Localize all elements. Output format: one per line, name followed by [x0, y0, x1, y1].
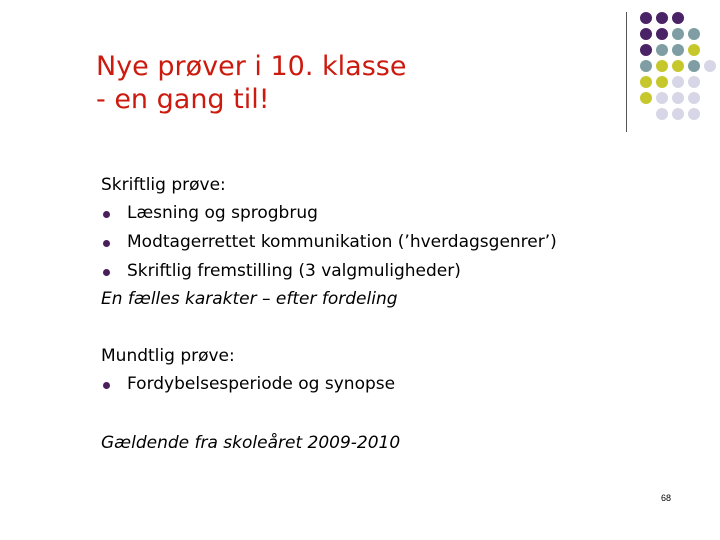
decorative-dot: [672, 44, 684, 56]
decorative-dot: [640, 28, 652, 40]
title-line-1: Nye prøver i 10. klasse: [96, 51, 407, 82]
decorative-dot: [672, 12, 684, 24]
decorative-dot: [656, 76, 668, 88]
decorative-dot: [672, 76, 684, 88]
list-item-text: Læsning og sprogbrug: [127, 203, 318, 223]
oral-exam-heading: Mundtlig prøve:: [101, 346, 235, 366]
decorative-dot: [640, 60, 652, 72]
decorative-dot: [640, 12, 652, 24]
decorative-dot: [656, 108, 668, 120]
decorative-dot: [688, 76, 700, 88]
decorative-dot: [640, 44, 652, 56]
written-exam-heading: Skriftlig prøve:: [101, 175, 226, 195]
bullet-icon: [103, 382, 110, 389]
decorative-dot: [656, 44, 668, 56]
decorative-dot: [688, 28, 700, 40]
title-line-2: - en gang til!: [96, 84, 270, 115]
decorative-dot: [704, 60, 716, 72]
written-exam-note: En fælles karakter – efter fordeling: [101, 289, 398, 309]
list-item-text: Modtagerrettet kommunikation (’hverdagsgenrer’): [127, 232, 557, 252]
decorative-dot: [688, 108, 700, 120]
decorative-dot: [672, 28, 684, 40]
decorative-dot: [656, 28, 668, 40]
bullet-icon: [103, 240, 110, 247]
decorative-dot: [656, 12, 668, 24]
bullet-icon: [103, 269, 110, 276]
decorative-dot: [640, 92, 652, 104]
list-item-text: Fordybelsesperiode og synopse: [127, 374, 396, 394]
decorative-dot: [688, 60, 700, 72]
page-number: 68: [661, 493, 672, 503]
decorative-divider: [626, 12, 627, 132]
decorative-dot: [640, 76, 652, 88]
decorative-dot: [656, 60, 668, 72]
slide-title: [96, 50, 406, 116]
effective-note: Gældende fra skoleåret 2009-2010: [101, 433, 401, 453]
list-item-text: Skriftlig fremstilling (3 valgmuligheder): [127, 261, 461, 281]
bullet-icon: [103, 211, 110, 218]
decorative-dot: [656, 92, 668, 104]
decorative-dot: [688, 92, 700, 104]
decorative-dot: [672, 108, 684, 120]
decorative-dot: [688, 44, 700, 56]
decorative-dot: [672, 92, 684, 104]
decorative-dot: [672, 60, 684, 72]
